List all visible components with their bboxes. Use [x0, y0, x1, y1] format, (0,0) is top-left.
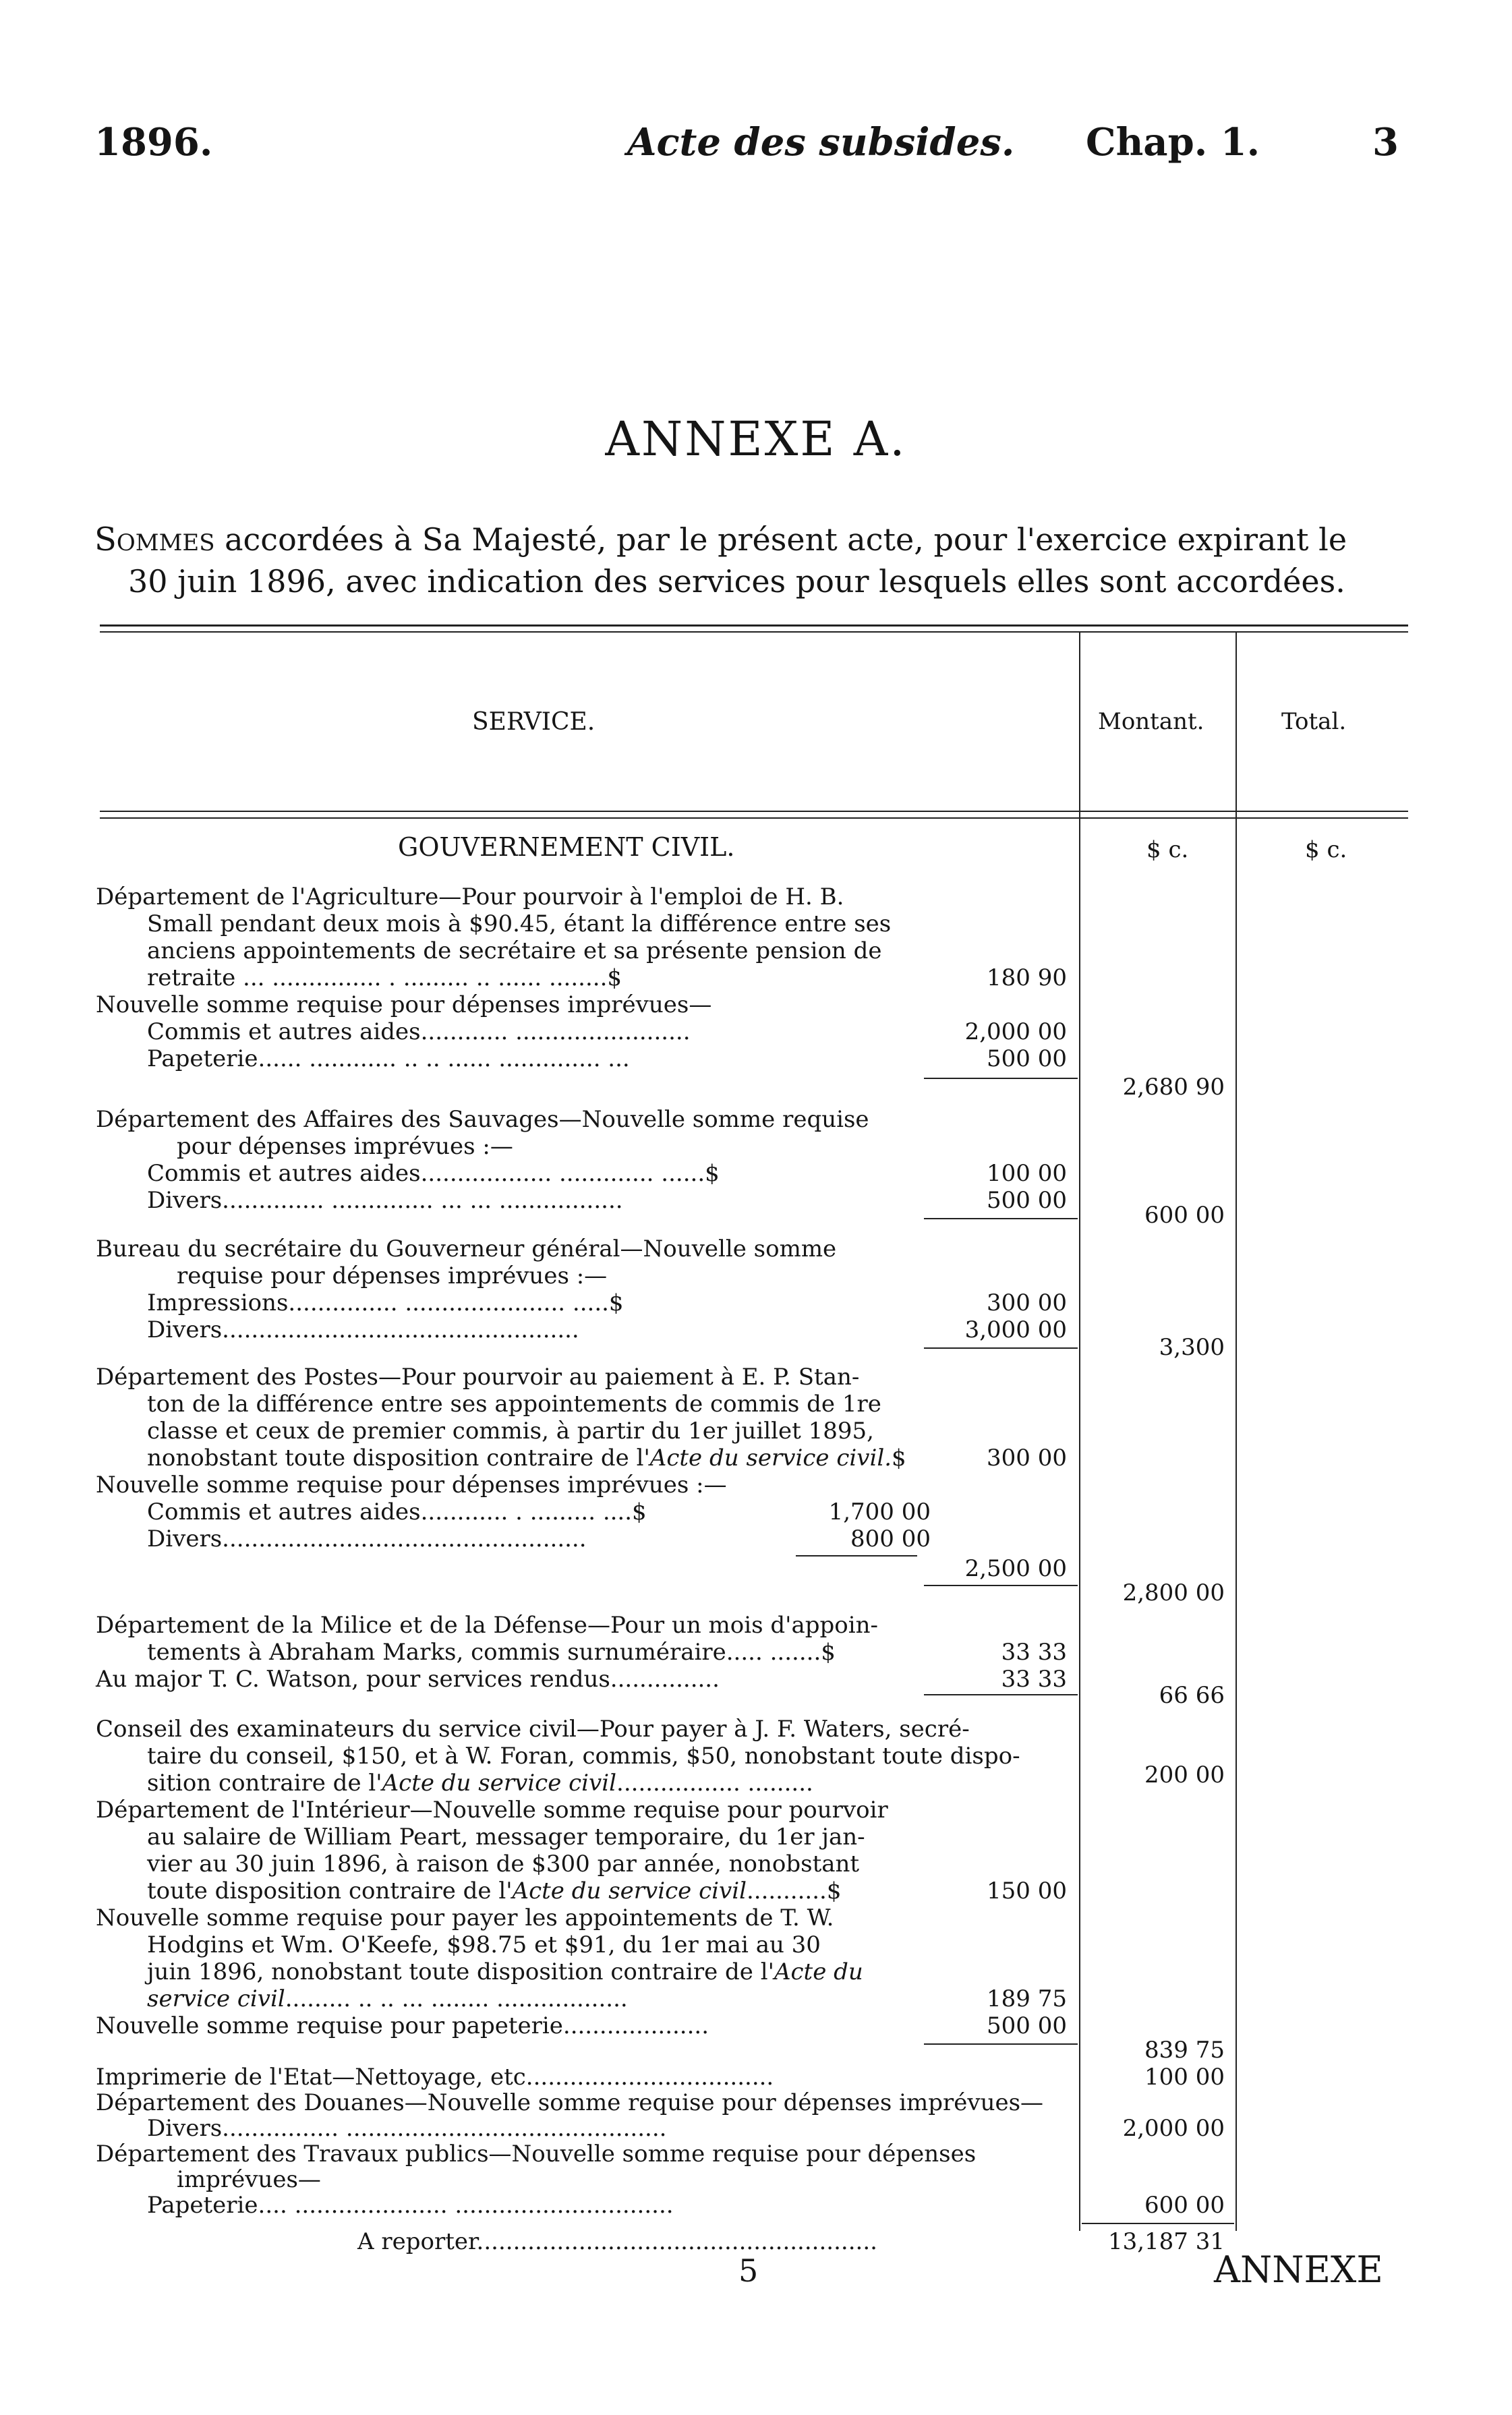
- milice-line-3: Au major T. C. Watson, pour services rendus...............: [96, 1666, 720, 1693]
- intro-line-1-rest: accordées à Sa Majesté, par le présent acte, pour l'exercice expirant le: [214, 521, 1347, 558]
- interieur-line-8: [147, 1985, 628, 2012]
- milice-sum-rule: [924, 1694, 1078, 1695]
- report-rule: [1082, 2223, 1234, 2224]
- agri-amount-2: 2,000 00: [964, 1018, 1067, 1045]
- interieur-amount-3: 500 00: [987, 2012, 1067, 2039]
- milice-total: 66 66: [1159, 1682, 1225, 1709]
- interieur-line-2: au salaire de William Peart, messager temporaire, du 1er jan-: [147, 1824, 865, 1851]
- agri-amount-3: 500 00: [987, 1045, 1067, 1072]
- agri-line-7: Papeterie...... ............ .. .. ...... .............. ...: [147, 1045, 630, 1072]
- interieur-line-8-act: service civil: [147, 1985, 285, 2012]
- column-header-total: Total.: [1281, 708, 1347, 735]
- postes-line-3: classe et ceux de premier commis, à partir du 1er juillet 1895,: [147, 1418, 874, 1445]
- gouverneur-sum-rule: [924, 1347, 1078, 1349]
- travaux-line-3: Papeterie.... ..................... ..............................: [147, 2192, 674, 2219]
- imprimerie-line-1: Imprimerie de l'Etat—Nettoyage, etc..................................: [96, 2064, 774, 2091]
- examinateurs-total: 200 00: [1144, 1762, 1225, 1788]
- interieur-line-4-act: Acte du service civil: [512, 1878, 747, 1904]
- gouverneur-amount-2: 3,000 00: [964, 1316, 1067, 1343]
- header-rule-2: [100, 817, 1408, 819]
- douanes-total: 2,000 00: [1122, 2115, 1225, 2142]
- milice-line-1: Département de la Milice et de la Défense—Pour un mois d'appoin-: [96, 1612, 879, 1639]
- travaux-total: 600 00: [1144, 2192, 1225, 2219]
- postes-amount-2: 2,500 00: [964, 1555, 1067, 1582]
- header-page-number: 3: [1372, 120, 1399, 165]
- agri-line-2: Small pendant deux mois à $90.45, étant la différence entre ses: [147, 910, 892, 937]
- examinateurs-line-3c: ................. .........: [616, 1770, 813, 1797]
- examinateurs-line-3-act: Acte du service civil: [382, 1770, 617, 1797]
- postes-line-4-act: Acte du service civil.: [649, 1445, 892, 1472]
- douanes-line-2: Divers................ ............................................: [147, 2115, 667, 2142]
- travaux-line-1: Département des Travaux publics—Nouvelle somme requise pour dépenses: [96, 2141, 977, 2167]
- column-header-montant: Montant.: [1098, 708, 1204, 735]
- postes-total: 2,800 00: [1122, 1579, 1225, 1606]
- unit-montant: $ c.: [1146, 836, 1189, 863]
- interieur-amount-1: 150 00: [987, 1878, 1067, 1904]
- agri-line-4: retraite ... ............... . ......... .. ...... ........$: [147, 964, 622, 991]
- gouverneur-line-1: Bureau du secrétaire du Gouverneur général—Nouvelle somme: [96, 1235, 837, 1262]
- interieur-total: 839 75: [1144, 2037, 1225, 2064]
- examinateurs-line-3: [147, 1770, 813, 1797]
- interieur-amount-2: 189 75: [987, 1985, 1067, 2012]
- interieur-line-4c: ...........$: [746, 1878, 842, 1904]
- gouverneur-amount-1: 300 00: [987, 1289, 1067, 1316]
- interieur-line-4: [147, 1878, 841, 1904]
- postes-line-4: [147, 1445, 906, 1472]
- column-divider-montant: [1235, 633, 1237, 2231]
- milice-amount-2: 33 33: [1001, 1666, 1067, 1693]
- examinateurs-line-3a: sition contraire de l': [147, 1770, 382, 1797]
- footer-catchword: ANNEXE: [1214, 2248, 1383, 2291]
- examinateurs-line-1: Conseil des examinateurs du service civil—Pour payer à J. F. Waters, secré-: [96, 1716, 970, 1743]
- postes-line-5: Nouvelle somme requise pour dépenses imprévues :—: [96, 1472, 727, 1499]
- gouverneur-line-2: requise pour dépenses imprévues :—: [177, 1262, 608, 1289]
- header-year: 1896.: [94, 120, 213, 165]
- report-label: A reporter.......................................................: [357, 2228, 877, 2255]
- footer-page-number: 5: [738, 2252, 759, 2289]
- postes-amount-2b: 800 00: [850, 1525, 931, 1552]
- intro-smallcaps: Sommes: [94, 521, 215, 558]
- postes-subsum-rule: [796, 1555, 917, 1556]
- postes-line-2: ton de la différence entre ses appointements de commis de 1re: [147, 1391, 881, 1418]
- gouverneur-line-4: Divers.................................................: [147, 1316, 579, 1343]
- examinateurs-line-2: taire du conseil, $150, et à W. Foran, commis, $50, nonobstant toute dispo-: [147, 1743, 1020, 1770]
- unit-total: $ c.: [1305, 836, 1347, 863]
- interieur-line-7-act: Acte du: [774, 1958, 863, 1985]
- interieur-line-5: Nouvelle somme requise pour payer les appointements de T. W.: [96, 1904, 834, 1931]
- report-value: 13,187 31: [1107, 2228, 1225, 2255]
- sauvages-line-3: Commis et autres aides.................. ............. ......$: [147, 1160, 720, 1187]
- section-title: GOUVERNEMENT CIVIL.: [398, 832, 735, 862]
- annex-title: ANNEXE A.: [605, 411, 907, 467]
- sauvages-line-1: Département des Affaires des Sauvages—Nouvelle somme requise: [96, 1106, 869, 1133]
- milice-line-2: tements à Abraham Marks, commis surnuméraire..... .......$: [147, 1639, 836, 1666]
- table-top-rule-2: [100, 631, 1408, 633]
- interieur-line-9: Nouvelle somme requise pour papeterie....................: [96, 2012, 709, 2039]
- interieur-line-4a: toute disposition contraire de l': [147, 1878, 513, 1904]
- column-header-service: SERVICE.: [472, 708, 595, 736]
- interieur-line-1: Département de l'Intérieur—Nouvelle somme requise pour pourvoir: [96, 1797, 888, 1824]
- postes-line-6: Commis et autres aides............ . ......... ....$: [147, 1499, 647, 1525]
- postes-line-4a: nonobstant toute disposition contraire de l': [147, 1445, 650, 1472]
- gouverneur-line-3: Impressions............... ...................... .....$: [147, 1289, 624, 1316]
- annex-intro-line-1: [94, 519, 1347, 560]
- postes-amount-1: 300 00: [987, 1445, 1067, 1472]
- annex-intro-line-2: 30 juin 1896, avec indication des services pour lesquels elles sont accordées.: [128, 563, 1345, 600]
- sauvages-line-4: Divers.............. .............. ... ... .................: [147, 1187, 623, 1214]
- header-title: Acte des subsides.: [627, 120, 1015, 165]
- sauvages-sum-rule: [924, 1218, 1078, 1219]
- postes-line-7: Divers..................................................: [147, 1525, 587, 1552]
- postes-line-1: Département des Postes—Pour pourvoir au paiement à E. P. Stan-: [96, 1364, 860, 1391]
- interieur-line-7: [147, 1958, 863, 1985]
- milice-amount-1: 33 33: [1001, 1639, 1067, 1666]
- header-chapter: Chap. 1.: [1086, 120, 1260, 165]
- interieur-line-3: vier au 30 juin 1896, à raison de $300 par année, nonobstant: [147, 1851, 860, 1878]
- sauvages-total: 600 00: [1144, 1202, 1225, 1229]
- travaux-line-2: imprévues—: [177, 2166, 321, 2193]
- sauvages-line-2: pour dépenses imprévues :—: [177, 1133, 513, 1160]
- agri-line-1: Département de l'Agriculture—Pour pourvoir à l'emploi de H. B.: [96, 883, 844, 910]
- douanes-line-1: Département des Douanes—Nouvelle somme requise pour dépenses imprévues—: [96, 2089, 1044, 2116]
- header-rule: [100, 811, 1408, 812]
- imprimerie-total: 100 00: [1144, 2064, 1225, 2091]
- interieur-sum-rule: [924, 2043, 1078, 2045]
- agri-line-6: Commis et autres aides............ ........................: [147, 1018, 691, 1045]
- column-divider-service: [1079, 633, 1080, 2231]
- sauvages-amount-1: 100 00: [987, 1160, 1067, 1187]
- postes-amount-2a: 1,700 00: [828, 1499, 931, 1525]
- interieur-line-8b: ......... .. .. ... ........ ..................: [285, 1985, 628, 2012]
- interieur-line-6: Hodgins et Wm. O'Keefe, $98.75 et $91, du 1er mai au 30: [147, 1931, 821, 1958]
- postes-line-4c: $: [892, 1445, 906, 1472]
- sauvages-amount-2: 500 00: [987, 1187, 1067, 1214]
- gouverneur-total: 3,300: [1159, 1334, 1225, 1361]
- table-top-rule: [100, 624, 1408, 627]
- postes-sum-rule: [924, 1585, 1078, 1586]
- agri-line-5: Nouvelle somme requise pour dépenses imprévues—: [96, 991, 712, 1018]
- agri-sum-rule: [924, 1078, 1078, 1079]
- agri-line-3: anciens appointements de secrétaire et sa présente pension de: [147, 937, 882, 964]
- agri-total: 2,680 90: [1122, 1074, 1225, 1101]
- agri-amount-1: 180 90: [987, 964, 1067, 991]
- interieur-line-7a: juin 1896, nonobstant toute disposition contraire de l': [147, 1958, 774, 1985]
